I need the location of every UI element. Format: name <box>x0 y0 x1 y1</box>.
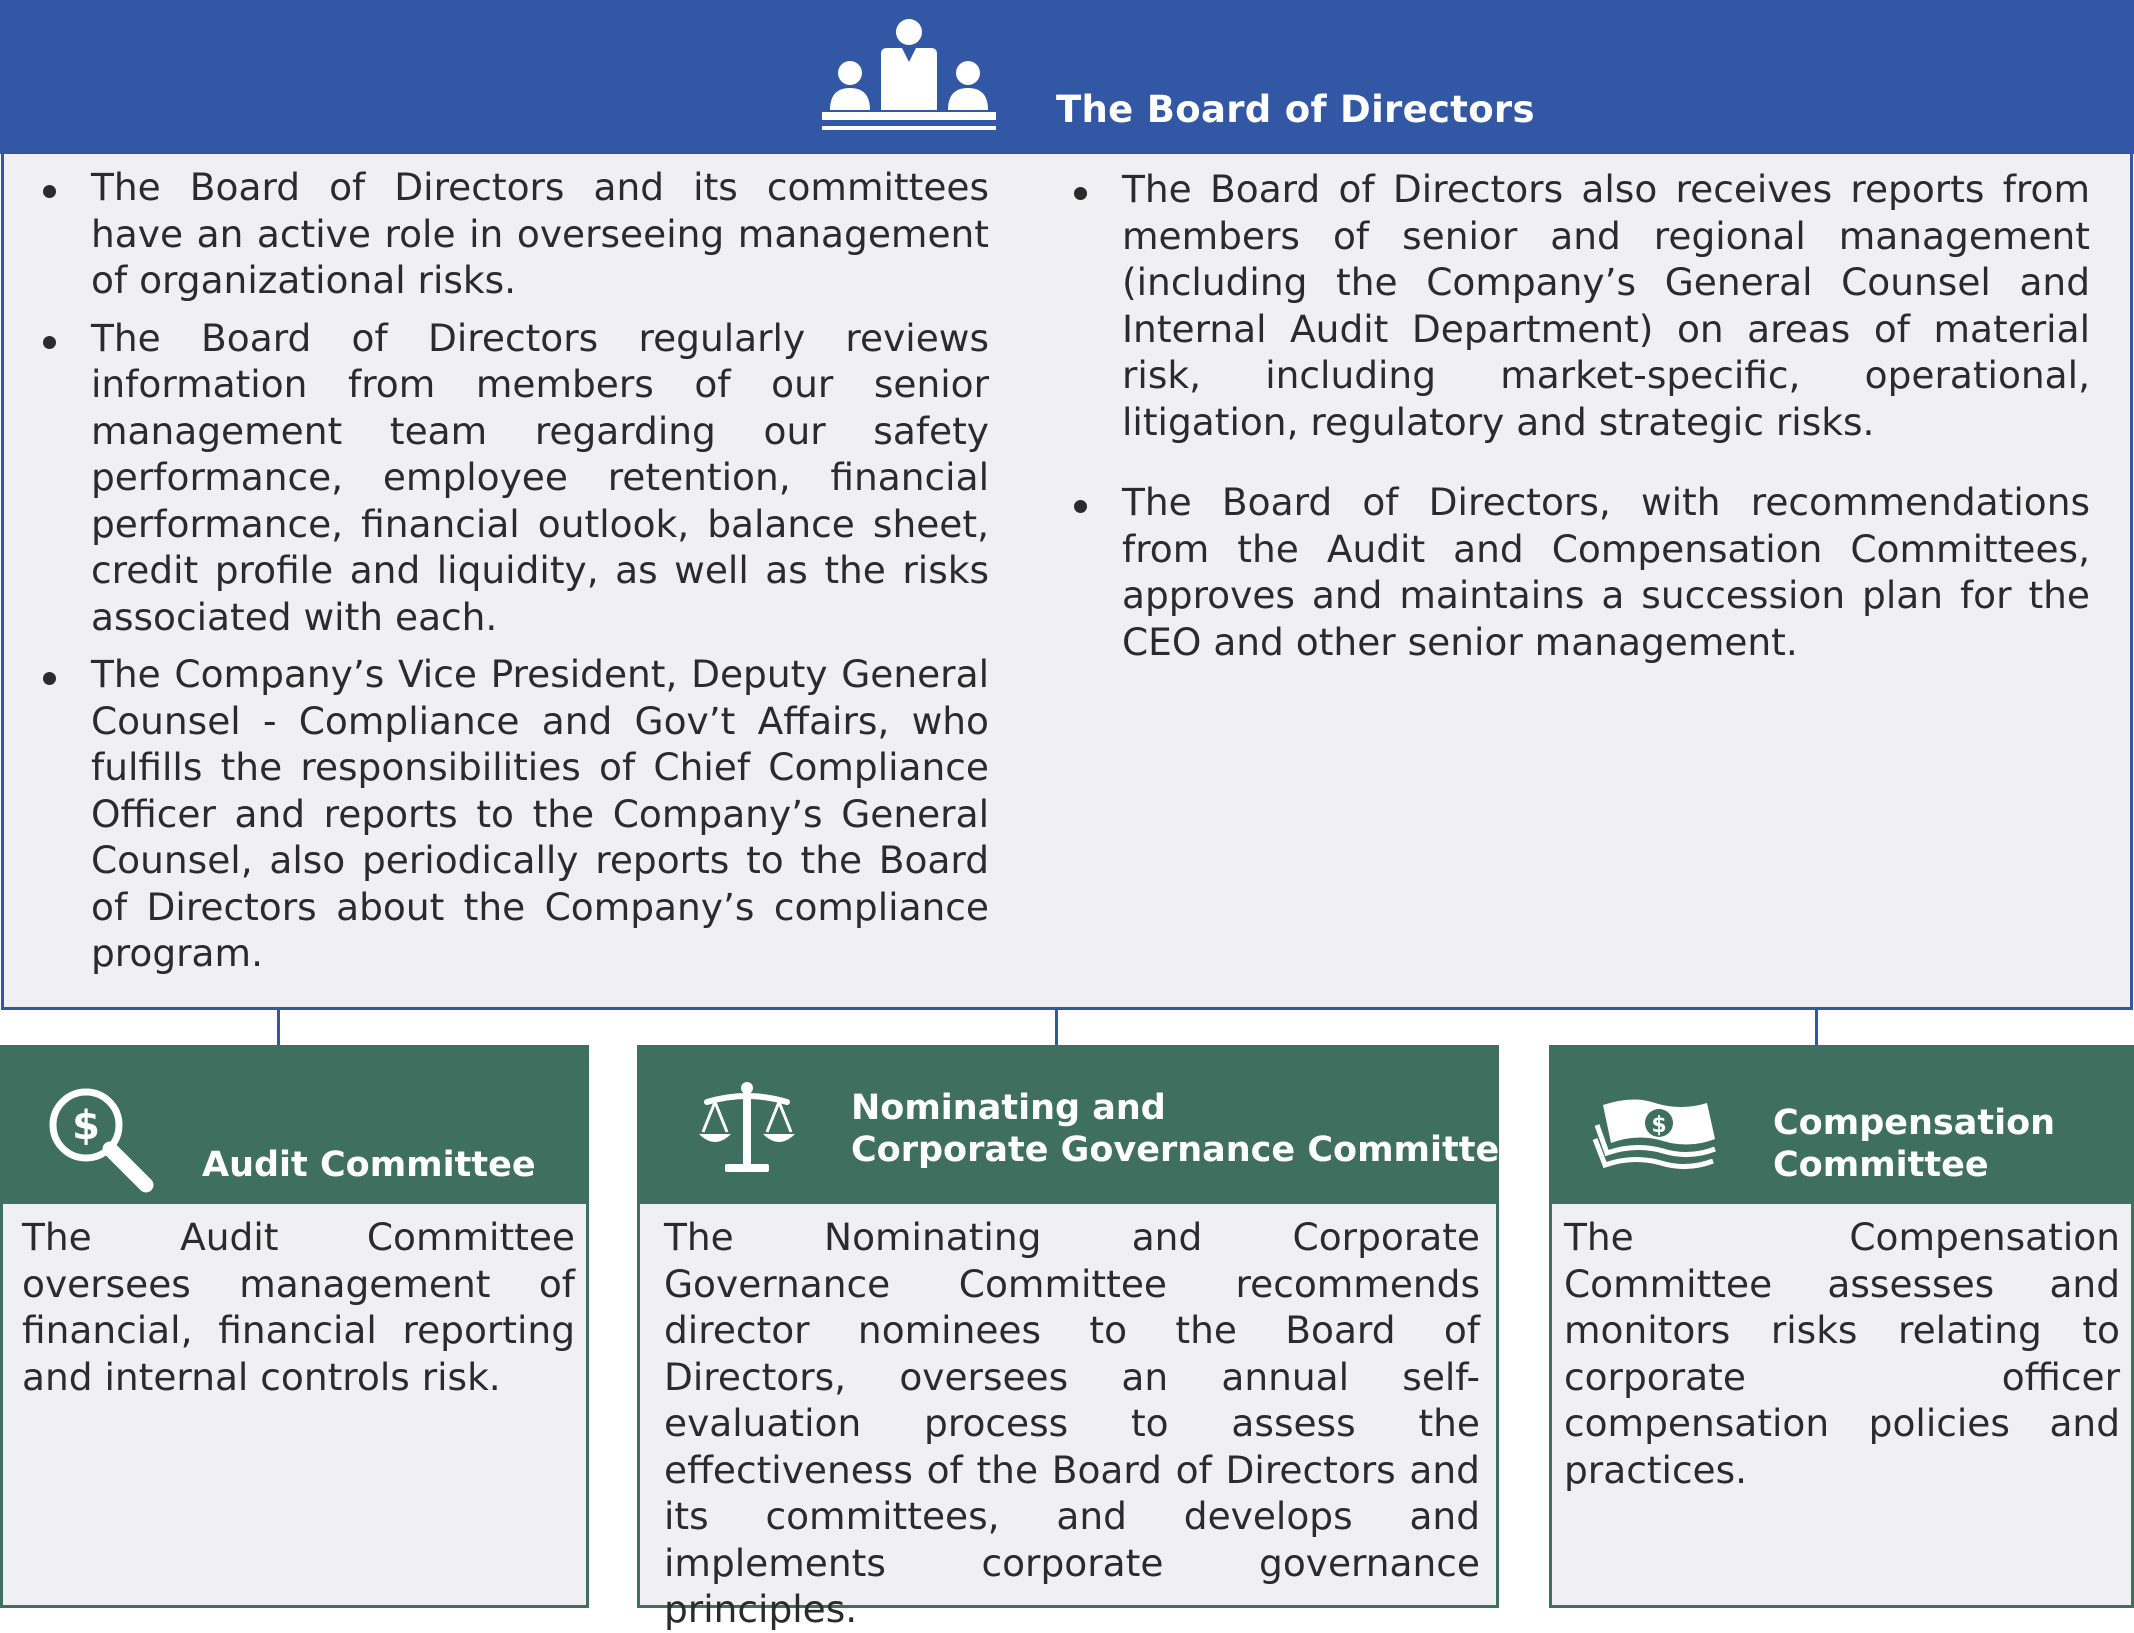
scales-icon <box>697 1080 797 1180</box>
money-stack-icon <box>1593 1095 1717 1175</box>
audit-committee-title: Audit Committee <box>202 1145 536 1185</box>
nominating-committee-body <box>637 1204 1499 1631</box>
list-item: The Board of Directors and its committees have an active role in overseeing management of organizational risks. <box>4 164 989 304</box>
compensation-committee-text: The Compensation Committee assesses and monitors risks relating to corporate officer compensation policies and practices. <box>1564 1215 2120 1492</box>
board-header <box>0 0 2134 154</box>
connector-line-compensation <box>1815 1010 1818 1046</box>
svg-text:$: $ <box>1651 1113 1667 1138</box>
board-title: The Board of Directors <box>1056 88 1535 131</box>
people-group-icon <box>822 18 996 136</box>
compensation-committee-box <box>1549 1045 2134 1608</box>
board-body <box>1 154 2133 1010</box>
compensation-committee-header <box>1549 1045 2134 1204</box>
nominating-committee-title-line2: Corporate Governance Committee <box>851 1130 1523 1170</box>
audit-committee-box <box>0 1045 589 1608</box>
list-item: The Board of Directors, with recommendations from the Audit and Compensation Committees, approves and maintains a succession plan for the CEO and other senior management. <box>1035 479 2090 665</box>
connector-line-audit <box>277 1010 280 1046</box>
compensation-committee-title-line1: Compensation <box>1773 1103 2056 1143</box>
board-left-bullets <box>4 164 989 988</box>
board-right-bullets <box>1035 166 2090 699</box>
magnifier-dollar-icon <box>46 1085 154 1193</box>
nominating-committee-title-line1: Nominating and <box>851 1088 1166 1128</box>
nominating-committee-box <box>637 1045 1523 1631</box>
nominating-committee-text: The Nominating and Corporate Governance Committee recommends director nominees to the Board of Directors, oversees an annual self-evaluation process to assess the effectiveness of the Board of Directors and its committees, and develops and implements corporate governance principles. <box>664 1215 1480 1631</box>
connector-line-nominating <box>1055 1010 1058 1046</box>
compensation-committee-body <box>1549 1204 2134 1608</box>
nominating-committee-header <box>637 1045 1523 1204</box>
list-item: The Board of Directors regularly reviews information from members of our senior management team regarding our safety performance, employee retention, financial performance, financial outlook, balance sheet, credit profile and liquidity, as well as the risks associated with each. <box>4 315 989 641</box>
svg-text:$: $ <box>72 1103 100 1149</box>
audit-committee-header <box>0 1045 589 1204</box>
list-item: The Board of Directors also receives reports from members of senior and regional management (including the Company’s General Counsel and Internal Audit Department) on areas of material risk, including market-specific, operational, litigation, regulatory and strategic risks. <box>1035 166 2090 445</box>
compensation-committee-title-line2: Committee <box>1773 1145 1989 1185</box>
list-item: The Company’s Vice President, Deputy General Counsel - Compliance and Gov’t Affairs, who fulfills the responsibilities of Chief Compliance Officer and reports to the Company’s General Counsel, also periodically reports to the Board of Directors about the Company’s compliance program. <box>4 651 989 977</box>
audit-committee-text: The Audit Committee oversees management of financial, financial reporting and internal controls risk. <box>22 1215 575 1399</box>
audit-committee-body <box>0 1204 589 1608</box>
